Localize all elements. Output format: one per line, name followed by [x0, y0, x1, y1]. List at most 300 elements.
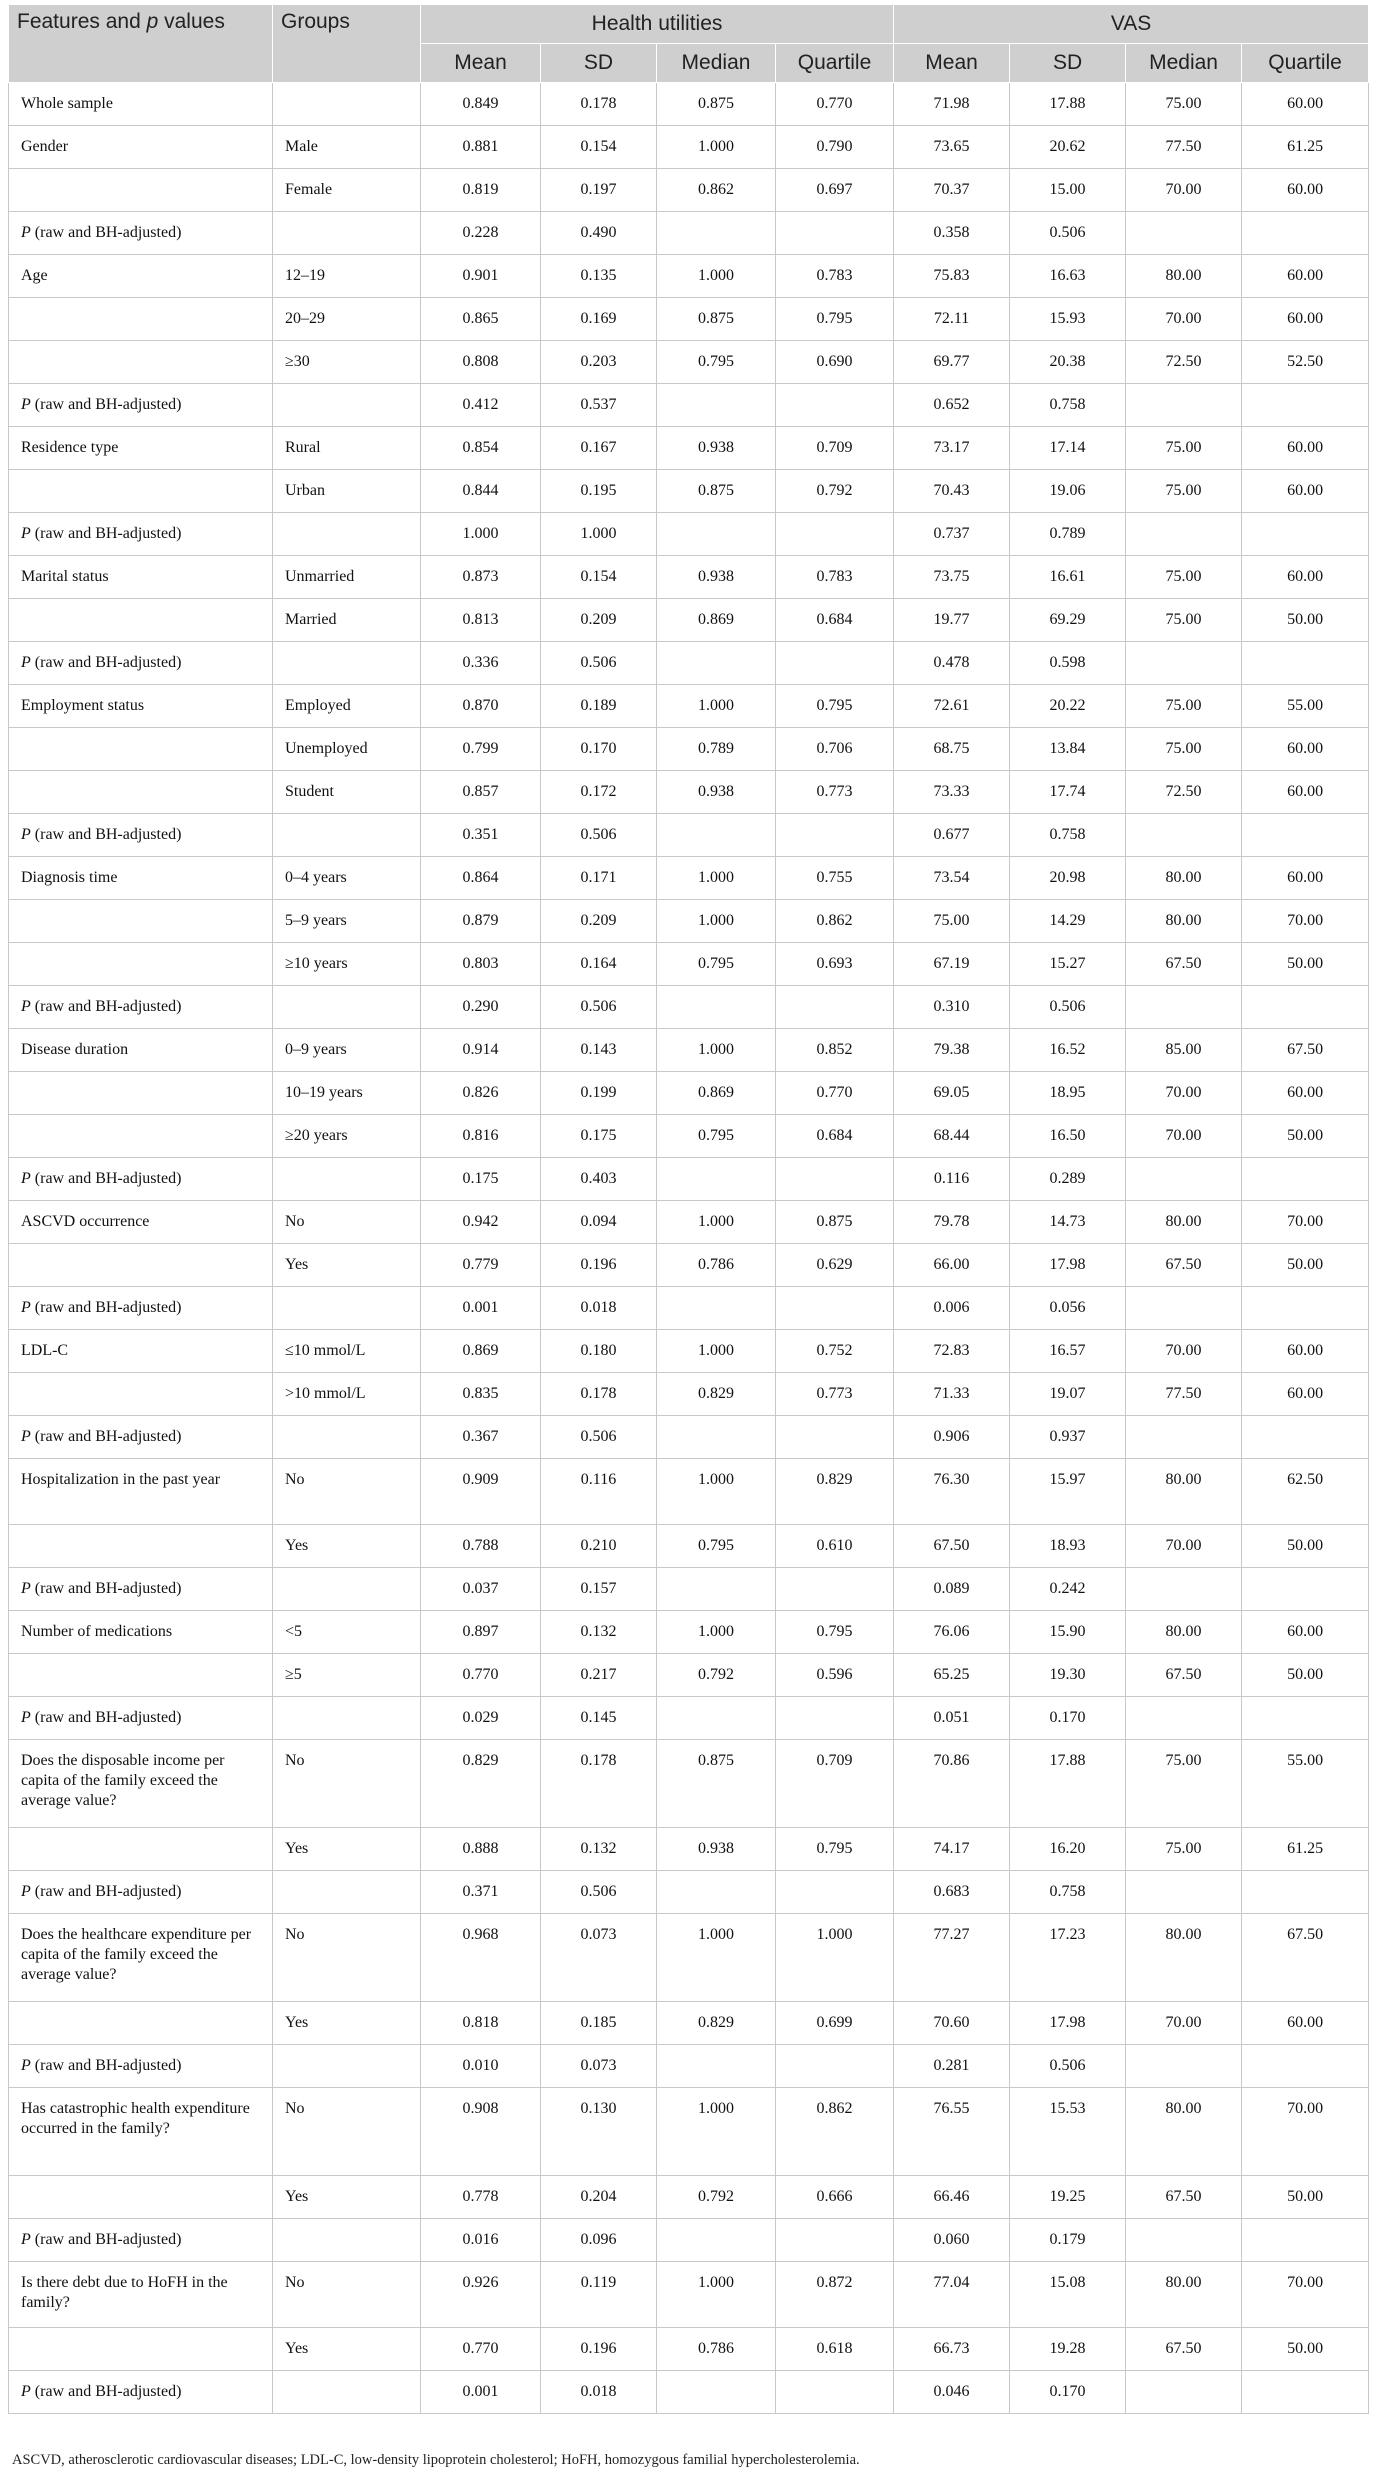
value-cell: 0.170 — [541, 728, 657, 771]
value-cell: 61.25 — [1242, 1828, 1369, 1871]
value-cell: 0.862 — [657, 169, 776, 212]
value-cell: 0.179 — [1010, 2219, 1126, 2262]
value-cell: 0.478 — [894, 642, 1010, 685]
value-cell: 0.175 — [421, 1158, 541, 1201]
value-cell: 0.869 — [657, 1072, 776, 1115]
value-cell: 60.00 — [1242, 83, 1369, 126]
value-cell: 70.00 — [1126, 1525, 1242, 1568]
value-cell — [1242, 1871, 1369, 1914]
value-cell — [1126, 986, 1242, 1029]
value-cell — [1242, 212, 1369, 255]
value-cell: 0.537 — [541, 384, 657, 427]
value-cell: 72.61 — [894, 685, 1010, 728]
feature-cell — [9, 341, 273, 384]
value-cell: 1.000 — [657, 255, 776, 298]
value-cell: 0.690 — [776, 341, 894, 384]
feature-cell — [9, 900, 273, 943]
value-cell — [1126, 384, 1242, 427]
header-sub: Quartile — [1242, 44, 1369, 83]
table-row — [9, 1244, 1369, 1287]
group-cell: 5–9 years — [273, 900, 421, 943]
value-cell: 67.50 — [894, 1525, 1010, 1568]
value-cell: 66.46 — [894, 2176, 1010, 2219]
value-cell — [1126, 642, 1242, 685]
value-cell: 0.770 — [776, 1072, 894, 1115]
value-cell: 1.000 — [657, 900, 776, 943]
value-cell: 60.00 — [1242, 1330, 1369, 1373]
value-cell: 0.029 — [421, 1697, 541, 1740]
value-cell: 0.816 — [421, 1115, 541, 1158]
value-cell — [1242, 513, 1369, 556]
value-cell: 73.33 — [894, 771, 1010, 814]
value-cell: 75.00 — [1126, 1740, 1242, 1828]
table-row — [9, 771, 1369, 814]
value-cell: 0.666 — [776, 2176, 894, 2219]
feature-cell: Employment status — [9, 685, 273, 728]
value-cell: 0.167 — [541, 427, 657, 470]
value-cell: 0.792 — [776, 470, 894, 513]
value-cell: 67.19 — [894, 943, 1010, 986]
value-cell: 0.706 — [776, 728, 894, 771]
value-cell: 75.00 — [1126, 599, 1242, 642]
value-cell: 0.006 — [894, 1287, 1010, 1330]
feature-cell: Has catastrophic health expenditure occurred in the family? — [9, 2088, 273, 2176]
value-cell: 65.25 — [894, 1654, 1010, 1697]
value-cell: 70.86 — [894, 1740, 1010, 1828]
value-cell: 0.290 — [421, 986, 541, 1029]
value-cell: 16.61 — [1010, 556, 1126, 599]
value-cell: 0.051 — [894, 1697, 1010, 1740]
value-cell: 0.829 — [657, 2002, 776, 2045]
header-sub: SD — [541, 44, 657, 83]
value-cell: 0.709 — [776, 427, 894, 470]
value-cell: 0.018 — [541, 1287, 657, 1330]
value-cell: 60.00 — [1242, 1072, 1369, 1115]
value-cell: 60.00 — [1242, 470, 1369, 513]
value-cell: 0.799 — [421, 728, 541, 771]
value-cell: 50.00 — [1242, 599, 1369, 642]
value-cell: 0.852 — [776, 1029, 894, 1072]
value-cell: 0.209 — [541, 900, 657, 943]
value-cell — [1126, 2371, 1242, 2414]
value-cell: 60.00 — [1242, 556, 1369, 599]
value-cell: 50.00 — [1242, 1115, 1369, 1158]
feature-cell: P (raw and BH-adjusted) — [9, 1287, 273, 1330]
value-cell: 0.506 — [541, 642, 657, 685]
value-cell — [657, 1158, 776, 1201]
value-cell — [1126, 1158, 1242, 1201]
value-cell: 77.27 — [894, 1914, 1010, 2002]
value-cell: 70.60 — [894, 2002, 1010, 2045]
table-row — [9, 255, 1369, 298]
value-cell: 0.001 — [421, 1287, 541, 1330]
value-cell: 68.44 — [894, 1115, 1010, 1158]
value-cell — [657, 212, 776, 255]
group-cell: Yes — [273, 2328, 421, 2371]
value-cell: 0.217 — [541, 1654, 657, 1697]
value-cell — [1242, 1287, 1369, 1330]
value-cell: 0.336 — [421, 642, 541, 685]
value-cell: 1.000 — [657, 1914, 776, 2002]
feature-cell: Marital status — [9, 556, 273, 599]
feature-cell: ASCVD occurrence — [9, 1201, 273, 1244]
value-cell: 0.770 — [421, 1654, 541, 1697]
value-cell: 75.00 — [1126, 427, 1242, 470]
header-groups: Groups — [273, 5, 421, 83]
table-row — [9, 943, 1369, 986]
value-cell: 77.50 — [1126, 126, 1242, 169]
value-cell: 16.57 — [1010, 1330, 1126, 1373]
value-cell: 0.289 — [1010, 1158, 1126, 1201]
value-cell: 80.00 — [1126, 857, 1242, 900]
feature-cell: Does the disposable income per capita of the family exceed the average value? — [9, 1740, 273, 1828]
feature-cell — [9, 1115, 273, 1158]
group-cell — [273, 986, 421, 1029]
value-cell: 0.789 — [657, 728, 776, 771]
value-cell — [776, 2371, 894, 2414]
value-cell: 0.506 — [541, 1871, 657, 1914]
value-cell: 75.00 — [1126, 470, 1242, 513]
value-cell: 0.875 — [776, 1201, 894, 1244]
value-cell: 19.28 — [1010, 2328, 1126, 2371]
table-row — [9, 341, 1369, 384]
value-cell: 0.783 — [776, 255, 894, 298]
group-cell: Rural — [273, 427, 421, 470]
value-cell: 60.00 — [1242, 728, 1369, 771]
value-cell: 67.50 — [1126, 943, 1242, 986]
value-cell: 0.795 — [657, 1115, 776, 1158]
value-cell: 0.835 — [421, 1373, 541, 1416]
value-cell: 0.865 — [421, 298, 541, 341]
value-cell: 15.53 — [1010, 2088, 1126, 2176]
value-cell: 19.06 — [1010, 470, 1126, 513]
value-cell — [776, 1416, 894, 1459]
value-cell: 0.699 — [776, 2002, 894, 2045]
value-cell: 0.506 — [1010, 212, 1126, 255]
value-cell — [1126, 814, 1242, 857]
feature-cell — [9, 298, 273, 341]
value-cell: 0.677 — [894, 814, 1010, 857]
feature-cell: Age — [9, 255, 273, 298]
value-cell: 71.33 — [894, 1373, 1010, 1416]
group-cell — [273, 1697, 421, 1740]
value-cell: 0.779 — [421, 1244, 541, 1287]
value-cell: 70.00 — [1242, 2088, 1369, 2176]
value-cell: 0.171 — [541, 857, 657, 900]
feature-cell: P (raw and BH-adjusted) — [9, 212, 273, 255]
value-cell — [1242, 2045, 1369, 2088]
table-row — [9, 1072, 1369, 1115]
table-row — [9, 2262, 1369, 2328]
value-cell: 15.08 — [1010, 2262, 1126, 2328]
feature-cell: P (raw and BH-adjusted) — [9, 1158, 273, 1201]
header-sub: Mean — [421, 44, 541, 83]
value-cell: 70.00 — [1126, 1330, 1242, 1373]
value-cell: 0.228 — [421, 212, 541, 255]
value-cell — [657, 2045, 776, 2088]
value-cell: 50.00 — [1242, 2176, 1369, 2219]
group-cell: 10–19 years — [273, 1072, 421, 1115]
table-row — [9, 2371, 1369, 2414]
value-cell: 0.795 — [776, 1828, 894, 1871]
value-cell: 0.135 — [541, 255, 657, 298]
value-cell: 16.20 — [1010, 1828, 1126, 1871]
table-row — [9, 1654, 1369, 1697]
value-cell — [1242, 1158, 1369, 1201]
value-cell — [1242, 1568, 1369, 1611]
feature-cell — [9, 943, 273, 986]
value-cell: 60.00 — [1242, 427, 1369, 470]
table-row — [9, 1828, 1369, 1871]
value-cell: 0.942 — [421, 1201, 541, 1244]
value-cell: 60.00 — [1242, 298, 1369, 341]
table-row — [9, 427, 1369, 470]
table-row — [9, 857, 1369, 900]
table-row — [9, 1287, 1369, 1330]
value-cell: 0.795 — [776, 685, 894, 728]
value-cell: 0.844 — [421, 470, 541, 513]
value-cell: 77.04 — [894, 2262, 1010, 2328]
value-cell: 0.875 — [657, 1740, 776, 1828]
value-cell: 74.17 — [894, 1828, 1010, 1871]
group-cell: Yes — [273, 1525, 421, 1568]
feature-cell — [9, 2328, 273, 2371]
table-row — [9, 2219, 1369, 2262]
header-sub: Mean — [894, 44, 1010, 83]
value-cell: 0.178 — [541, 83, 657, 126]
value-cell: 55.00 — [1242, 1740, 1369, 1828]
group-cell: ≥10 years — [273, 943, 421, 986]
value-cell: 77.50 — [1126, 1373, 1242, 1416]
value-cell: 62.50 — [1242, 1459, 1369, 1525]
value-cell: 0.195 — [541, 470, 657, 513]
feature-cell: P (raw and BH-adjusted) — [9, 642, 273, 685]
group-cell: Yes — [273, 1828, 421, 1871]
table-row — [9, 1201, 1369, 1244]
table-row — [9, 599, 1369, 642]
group-cell — [273, 1416, 421, 1459]
value-cell: 1.000 — [657, 1201, 776, 1244]
value-cell: 0.154 — [541, 126, 657, 169]
value-cell: 0.037 — [421, 1568, 541, 1611]
value-cell — [1126, 513, 1242, 556]
value-cell: 0.829 — [657, 1373, 776, 1416]
feature-cell: P (raw and BH-adjusted) — [9, 1697, 273, 1740]
value-cell: 1.000 — [657, 857, 776, 900]
value-cell: 72.83 — [894, 1330, 1010, 1373]
group-cell: No — [273, 2262, 421, 2328]
group-cell — [273, 1287, 421, 1330]
value-cell: 0.506 — [541, 986, 657, 1029]
value-cell: 0.073 — [541, 2045, 657, 2088]
value-cell — [776, 212, 894, 255]
value-cell: 0.773 — [776, 1373, 894, 1416]
value-cell: 75.00 — [1126, 1828, 1242, 1871]
group-cell: >10 mmol/L — [273, 1373, 421, 1416]
value-cell: 69.05 — [894, 1072, 1010, 1115]
value-cell: 0.506 — [541, 814, 657, 857]
feature-cell: P (raw and BH-adjusted) — [9, 2045, 273, 2088]
value-cell: 70.00 — [1126, 1072, 1242, 1115]
value-cell: 0.185 — [541, 2002, 657, 2045]
table-header — [9, 5, 1369, 83]
value-cell: 67.50 — [1242, 1914, 1369, 2002]
value-cell — [657, 814, 776, 857]
group-cell — [273, 212, 421, 255]
value-cell: 1.000 — [657, 1330, 776, 1373]
value-cell: 0.938 — [657, 1828, 776, 1871]
table-row — [9, 1373, 1369, 1416]
value-cell: 72.11 — [894, 298, 1010, 341]
table-row — [9, 556, 1369, 599]
value-cell: 20.38 — [1010, 341, 1126, 384]
value-cell: 69.29 — [1010, 599, 1126, 642]
value-cell: 0.145 — [541, 1697, 657, 1740]
value-cell: 0.164 — [541, 943, 657, 986]
value-cell: 0.888 — [421, 1828, 541, 1871]
value-cell: 0.795 — [657, 943, 776, 986]
value-cell: 0.758 — [1010, 384, 1126, 427]
value-cell: 18.93 — [1010, 1525, 1126, 1568]
value-cell: 0.709 — [776, 1740, 894, 1828]
group-cell — [273, 1568, 421, 1611]
value-cell: 79.78 — [894, 1201, 1010, 1244]
value-cell: 0.869 — [657, 599, 776, 642]
value-cell: 0.697 — [776, 169, 894, 212]
group-cell: No — [273, 2088, 421, 2176]
group-cell: Female — [273, 169, 421, 212]
value-cell: 0.652 — [894, 384, 1010, 427]
feature-cell: P (raw and BH-adjusted) — [9, 1871, 273, 1914]
group-cell: 12–19 — [273, 255, 421, 298]
value-cell — [1126, 1568, 1242, 1611]
table-row — [9, 642, 1369, 685]
feature-cell — [9, 1244, 273, 1287]
table-row — [9, 728, 1369, 771]
value-cell: 0.792 — [657, 1654, 776, 1697]
value-cell: 50.00 — [1242, 1525, 1369, 1568]
value-cell: 0.926 — [421, 2262, 541, 2328]
feature-cell: Number of medications — [9, 1611, 273, 1654]
table-row — [9, 1158, 1369, 1201]
value-cell — [776, 986, 894, 1029]
value-cell: 14.29 — [1010, 900, 1126, 943]
feature-cell: Gender — [9, 126, 273, 169]
group-cell — [273, 1158, 421, 1201]
value-cell: 0.209 — [541, 599, 657, 642]
value-cell: 0.875 — [657, 83, 776, 126]
group-cell: Yes — [273, 1244, 421, 1287]
value-cell: 75.00 — [1126, 728, 1242, 771]
value-cell: 70.00 — [1126, 2002, 1242, 2045]
value-cell: 60.00 — [1242, 255, 1369, 298]
value-cell: 1.000 — [657, 1611, 776, 1654]
value-cell: 66.00 — [894, 1244, 1010, 1287]
feature-cell — [9, 169, 273, 212]
value-cell: 70.00 — [1126, 1115, 1242, 1158]
feature-cell: Does the healthcare expenditure per capita of the family exceed the average value? — [9, 1914, 273, 2002]
feature-cell — [9, 1373, 273, 1416]
value-cell: 0.178 — [541, 1373, 657, 1416]
value-cell: 0.872 — [776, 2262, 894, 2328]
value-cell: 15.27 — [1010, 943, 1126, 986]
value-cell: 0.490 — [541, 212, 657, 255]
value-cell — [776, 1158, 894, 1201]
value-cell: 60.00 — [1242, 2002, 1369, 2045]
header-sub: SD — [1010, 44, 1126, 83]
value-cell: 0.684 — [776, 1115, 894, 1158]
value-cell: 0.242 — [1010, 1568, 1126, 1611]
value-cell: 80.00 — [1126, 2088, 1242, 2176]
value-cell: 0.819 — [421, 169, 541, 212]
value-cell: 17.88 — [1010, 1740, 1126, 1828]
group-cell: Unmarried — [273, 556, 421, 599]
group-cell: No — [273, 1201, 421, 1244]
value-cell: 1.000 — [657, 1029, 776, 1072]
value-cell: 0.143 — [541, 1029, 657, 1072]
table-row — [9, 1416, 1369, 1459]
value-cell: 70.00 — [1242, 2262, 1369, 2328]
value-cell: 73.17 — [894, 427, 1010, 470]
footnote: ASCVD, atherosclerotic cardiovascular diseases; LDL-C, low-density lipoprotein cholesterol; HoFH, homozygous familial hypercholesterolemia. — [12, 2452, 860, 2468]
value-cell: 76.30 — [894, 1459, 1010, 1525]
value-cell — [1242, 986, 1369, 1029]
value-cell: 0.199 — [541, 1072, 657, 1115]
value-cell: 1.000 — [657, 685, 776, 728]
value-cell: 0.116 — [894, 1158, 1010, 1201]
value-cell: 0.826 — [421, 1072, 541, 1115]
group-cell: 0–9 years — [273, 1029, 421, 1072]
value-cell: 75.00 — [1126, 685, 1242, 728]
value-cell — [657, 1871, 776, 1914]
value-cell: 75.00 — [1126, 83, 1242, 126]
feature-cell: P (raw and BH-adjusted) — [9, 513, 273, 556]
group-cell — [273, 2219, 421, 2262]
value-cell: 0.506 — [541, 1416, 657, 1459]
table-row — [9, 1568, 1369, 1611]
value-cell: 17.14 — [1010, 427, 1126, 470]
value-cell: 67.50 — [1126, 2176, 1242, 2219]
group-cell — [273, 513, 421, 556]
value-cell: 0.089 — [894, 1568, 1010, 1611]
feature-cell — [9, 2176, 273, 2219]
value-cell: 72.50 — [1126, 341, 1242, 384]
value-cell: 0.281 — [894, 2045, 1010, 2088]
group-cell: Employed — [273, 685, 421, 728]
value-cell — [776, 2219, 894, 2262]
value-cell: 50.00 — [1242, 1654, 1369, 1697]
value-cell: 69.77 — [894, 341, 1010, 384]
value-cell: 0.875 — [657, 298, 776, 341]
value-cell: 0.197 — [541, 169, 657, 212]
value-cell: 20.22 — [1010, 685, 1126, 728]
table-row — [9, 1459, 1369, 1525]
table-row — [9, 1525, 1369, 1568]
value-cell: 0.310 — [894, 986, 1010, 1029]
table-row — [9, 1115, 1369, 1158]
group-cell — [273, 1871, 421, 1914]
value-cell: 0.879 — [421, 900, 541, 943]
value-cell: 80.00 — [1126, 900, 1242, 943]
value-cell: 0.857 — [421, 771, 541, 814]
table-row — [9, 986, 1369, 1029]
value-cell: 73.65 — [894, 126, 1010, 169]
value-cell — [657, 1568, 776, 1611]
value-cell — [1242, 1416, 1369, 1459]
value-cell: 76.06 — [894, 1611, 1010, 1654]
value-cell: 0.170 — [1010, 1697, 1126, 1740]
value-cell: 0.169 — [541, 298, 657, 341]
